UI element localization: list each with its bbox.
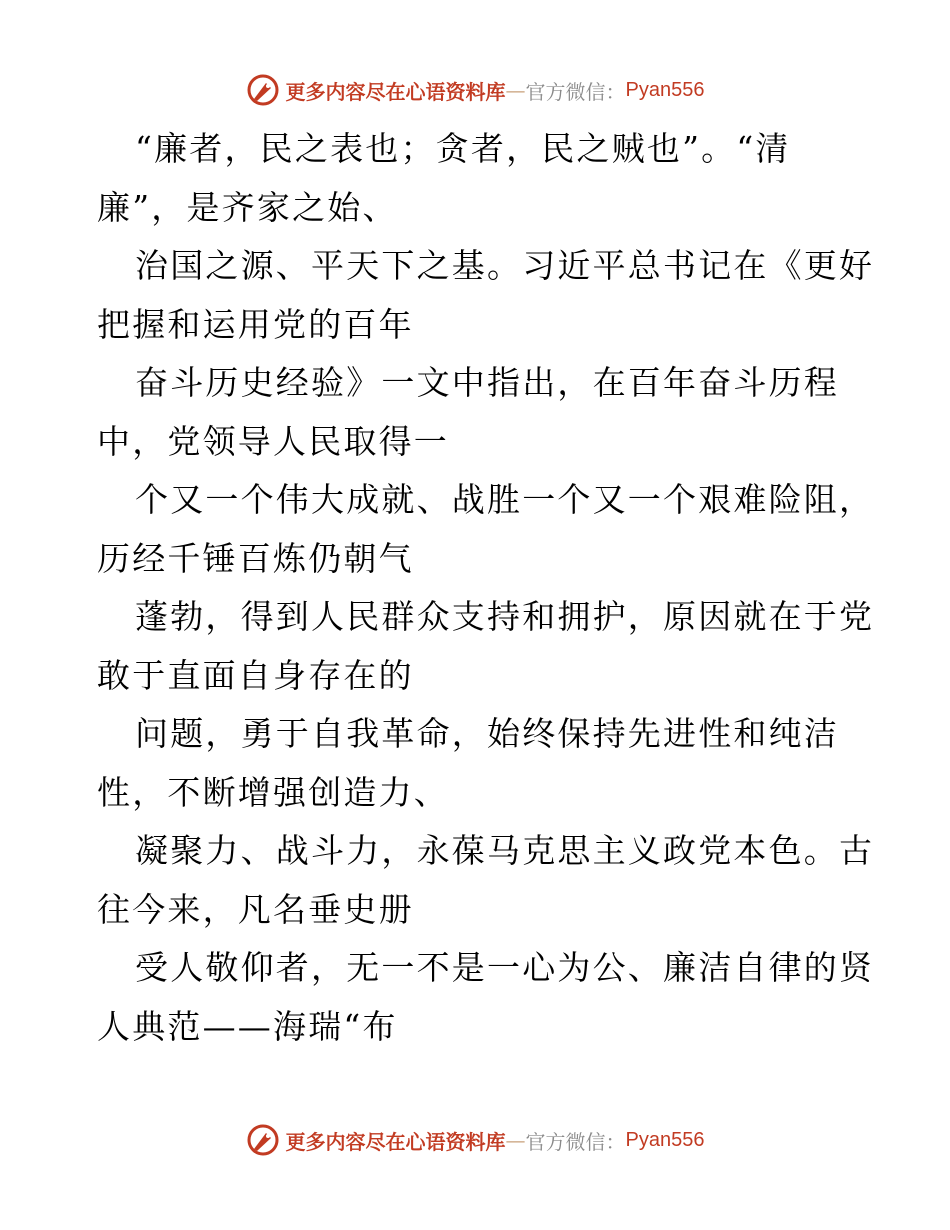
text-line: “廉者，民之表也；贪者，民之贼也”。“清 xyxy=(135,129,791,168)
text-line: 蓬勃，得到人民群众支持和拥护，原因就在于党 xyxy=(135,597,875,636)
text-line: 性，不断增强创造力、 xyxy=(97,772,449,812)
text-line: 治国之源、平天下之基。习近平总书记在《更好 xyxy=(135,246,875,285)
text-line: 凝聚力、战斗力，永葆马克思主义政党本色。古 xyxy=(135,831,875,870)
text-line: 奋斗历史经验》一文中指出，在百年奋斗历程 xyxy=(135,363,839,402)
watermark-separator: — xyxy=(505,78,526,102)
watermark-wechat-id: Pyan556 xyxy=(625,78,705,101)
text-line: 敢于直面自身存在的 xyxy=(97,655,414,695)
text-line: 廉”，是齐家之始、 xyxy=(97,187,398,227)
watermark-wechat-label: 官方微信： xyxy=(525,79,626,104)
footer-watermark xyxy=(0,1122,950,1158)
document-body xyxy=(97,120,875,1056)
text-line: 历经千锤百炼仍朝气 xyxy=(97,538,414,578)
text-line: 往今来，凡名垂史册 xyxy=(97,889,414,929)
pen-nib-logo-icon xyxy=(246,73,280,107)
text-line: 个又一个伟大成就、战胜一个又一个艰难险阻， xyxy=(135,480,875,519)
watermark-wechat-label: 官方微信： xyxy=(525,1129,626,1154)
watermark-separator: — xyxy=(505,1128,526,1152)
text-line: 受人敬仰者，无一不是一心为公、廉洁自律的贤 xyxy=(135,948,875,987)
text-line: 问题，勇于自我革命，始终保持先进性和纯洁 xyxy=(135,714,839,753)
text-line: 人典范——海瑞“布 xyxy=(97,1006,398,1046)
text-line: 中，党领导人民取得一 xyxy=(97,421,449,461)
watermark-wechat-id: Pyan556 xyxy=(625,1128,705,1151)
text-line: 把握和运用党的百年 xyxy=(97,304,414,344)
pen-nib-logo-icon xyxy=(246,1123,280,1157)
header-watermark xyxy=(0,72,950,108)
watermark-brand: 更多内容尽在心语资料库 xyxy=(285,79,506,104)
watermark-brand: 更多内容尽在心语资料库 xyxy=(285,1129,506,1154)
